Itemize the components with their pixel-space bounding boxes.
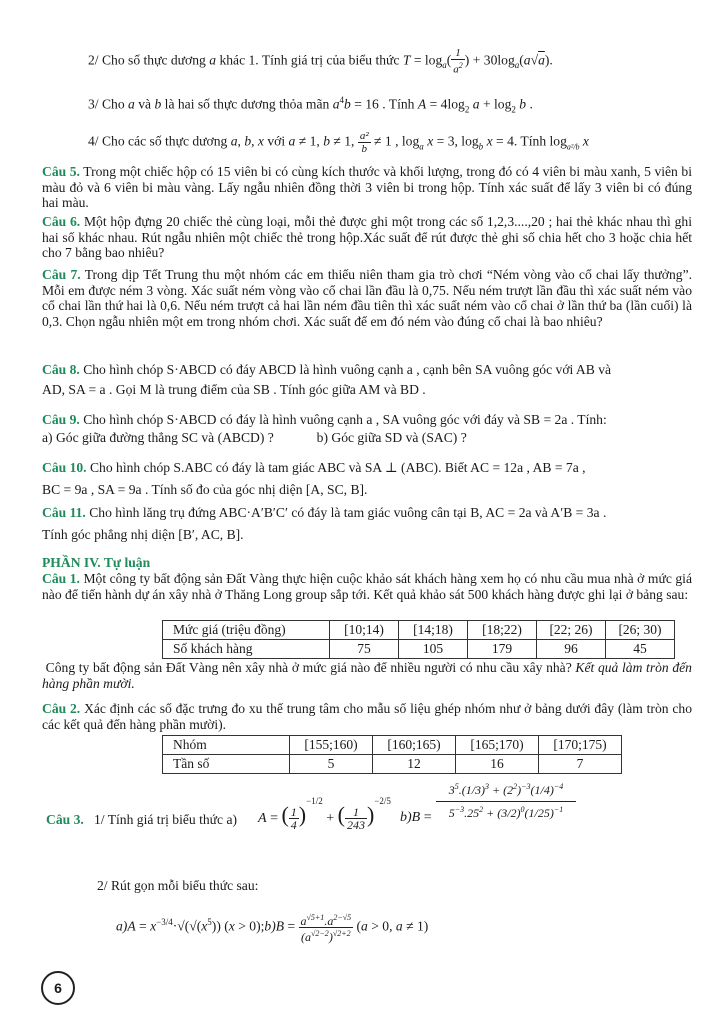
question-8 [42, 360, 692, 400]
question-6-text: Một hộp đựng 20 chiếc thẻ cùng loại, mỗi thẻ được ghi một trong các số 1,2,3....,20 ; hai thẻ khác nhau thì ghi hai số khác nhau. Rút ngẫu nhiên một chiếc thẻ trong hộp.Xác suất để rút được thẻ ghi số chia hết cho 3 hoặc chia hết cho 7 bằng bao nhiêu? [42, 214, 692, 260]
part-4-question-1-label: Câu 1. [42, 571, 80, 586]
table-cell: Nhóm [163, 736, 290, 755]
table-cell: 12 [373, 755, 456, 774]
formula-a: A = ( $\frac{1}{4}$ )$^{-1/2}$ + ( $\frac{1}{243}$ )$^{-2/5}$ [258, 796, 391, 833]
table-row [163, 736, 622, 755]
part-4-question-3-label: Câu 3. [46, 812, 84, 827]
part-4-question-1 [42, 571, 692, 602]
formula-simplify: $a)A = x^{-3/4}\cdot√(√(x^5)) (x$ > 0);b)B = $\frac{a^{√5+1}.a^{2-√5}}{(a^{√2-2})^{√2+2}}$ (a > 0, a ≠ 1) [116, 913, 429, 944]
table-cell: 7 [539, 755, 622, 774]
table-cell: Mức giá (triệu đồng) [163, 621, 330, 640]
table-cell: 105 [399, 640, 468, 659]
item-2: 2/ Cho số thực dương a khác 1. Tính giá trị của biểu thức $T = \log_a$( $\frac{1}{a^2}$ ) + $30\log_a(a√a)$. [88, 47, 553, 76]
table-cell: [22; 26) [537, 621, 606, 640]
question-9-b: b) Góc giữa SD và (SAC) ? [316, 430, 467, 445]
question-9-a: a) Góc giữa đường thẳng SC và (ABCD) ? [42, 430, 274, 445]
part-4-question-3-text: 1/ Tính giá trị biểu thức a) [93, 812, 238, 827]
part-4-question-2-text: Xác định các số đặc trưng đo xu thế trung tâm cho mẫu số liệu ghép nhóm như ở bảng dưới đây (làm tròn cho các kết quả đến hàng phần mười). [42, 701, 692, 732]
question-9-label: Câu 9. [42, 412, 80, 427]
table-cell: 75 [330, 640, 399, 659]
part-4-question-1-after [42, 660, 692, 691]
table-cell: 179 [468, 640, 537, 659]
part-4-question-1-text: Một công ty bất động sản Đất Vàng thực hiện cuộc khảo sát khách hàng xem họ có nhu cầu mua nhà ở mức giá nào để tiến hành dự án xây nhà ở Thăng Long group sắp tới. Kết quả khảo sát 500 khách hàng được ghi lại ở bảng sau: [42, 571, 692, 602]
table-row [163, 755, 622, 774]
table-cell: [155;160) [290, 736, 373, 755]
formula-b-label: b) [400, 810, 412, 825]
part-4-question-3-part-2-text: 2/ Rút gọn mỗi biểu thức sau: [97, 878, 259, 893]
part-4-question-3-part-2 [97, 878, 258, 894]
frequency-table [162, 735, 622, 774]
question-9 [42, 411, 692, 447]
table-cell: Tần số [163, 755, 290, 774]
question-5 [42, 164, 692, 211]
question-10 [42, 457, 692, 501]
formula-b-fraction: $3^5.(1/3)^3 + (2^2)^{-3}(1/4)^{-4}$ $5^{-3}.25^2 + (3/2)^0(1/25)^{-1}$ [436, 782, 576, 821]
price-table [162, 620, 675, 659]
table-cell: [18;22) [468, 621, 537, 640]
question-1-after-italic: Kết quả làm tròn đến hàng phần mười. [42, 660, 692, 691]
part-4-question-3 [46, 812, 237, 828]
item-4: 4/ Cho các số thực dương a, b, x với a ≠ 1, b ≠ 1, $\frac{\text{a²}}{b}$ ≠ 1 , $\log_a x = 3$, $\log_b x = 4$. Tính $\log_{a^2/b} x$ [88, 130, 589, 155]
question-7-text: Trong dịp Tết Trung thu một nhóm các em thiếu niên tham gia trò chơi “Ném vòng vào cổ chai lấy thưởng”. Mỗi em được ném 3 vòng. Xác suất ném vòng vào cổ chai lần đầu là 0,75. Nếu ném trượt lần đầu thì xác suất ném vào cổ chai lần thứ hai là 0,6. Nếu ném trượt cả hai lần ném đầu tiên thì xác suất ném vào cổ chai ở lần thứ ba (lần cuối) là 0,3. Chọn ngẫu nhiên một em trong nhóm chơi. Xác suất để em đó ném vào đúng cổ chai là bao nhiêu? [42, 267, 693, 329]
table-cell: [26; 30) [606, 621, 675, 640]
question-10-text-1: Cho hình chóp S.ABC có đáy là tam giác ABC và SA ⊥ (ABC). Biết AC = 12a , AB = 7a , [89, 460, 586, 475]
table-cell: [14;18) [399, 621, 468, 640]
question-5-text: Trong một chiếc hộp có 15 viên bi có cùng kích thước và khối lượng, trong đó có 4 viên bi màu xanh, 5 viên bi màu đỏ và 6 viên bi màu vàng. Lấy ngẫu nhiên đồng thời 3 viên bi trong hộp. Tính xác suất để lấy 3 viên bi có đúng hai màu. [42, 164, 692, 210]
question-10-text-2: BC = 9a , SA = 9a . Tính số đo của góc nhị diện [A, SC, B]. [42, 482, 368, 497]
formula-b: b)B = [400, 810, 432, 825]
question-6-label: Câu 6. [42, 214, 81, 229]
part-4-question-2-label: Câu 2. [42, 701, 81, 716]
table-cell: 16 [456, 755, 539, 774]
table-cell: 5 [290, 755, 373, 774]
part-4-title-text: PHẦN IV. Tự luận [42, 555, 151, 570]
question-7 [42, 267, 692, 329]
table-cell: 45 [606, 640, 675, 659]
part-4-title [42, 555, 692, 571]
question-8-label: Câu 8. [42, 362, 80, 377]
question-11 [42, 502, 692, 546]
part-4-question-2 [42, 701, 692, 732]
question-11-label: Câu 11. [42, 505, 86, 520]
table-cell: [170;175) [539, 736, 622, 755]
question-10-label: Câu 10. [42, 460, 87, 475]
question-6 [42, 214, 692, 261]
table-cell: [160;165) [373, 736, 456, 755]
table-row [163, 640, 675, 659]
question-5-label: Câu 5. [42, 164, 80, 179]
table-cell: 96 [537, 640, 606, 659]
page-number: 6 [41, 971, 75, 1005]
question-9-text: Cho hình chóp S·ABCD có đáy là hình vuông cạnh a , SA vuông góc với đáy và SB = 2a . Tính: [83, 412, 607, 427]
question-1-after-text: Công ty bất động sản Đất Vàng nên xây nhà ở mức giá nào để nhiều người có nhu cầu xây nhà? [45, 660, 572, 675]
table-cell: [165;170) [456, 736, 539, 755]
item-3: 3/ Cho a và b là hai số thực dương thỏa mãn $a^4b = 16$ . Tính $A = 4\log_2$ $a + \log_2 b$ . [88, 95, 533, 115]
table-cell: Số khách hàng [163, 640, 330, 659]
question-8-text-1: Cho hình chóp S·ABCD có đáy ABCD là hình vuông cạnh a , cạnh bên SA vuông góc với AB và [83, 362, 612, 377]
table-cell: [10;14) [330, 621, 399, 640]
question-11-text-1: Cho hình lăng trụ đứng ABC·A′B′C′ có đáy là tam giác vuông cân tại B, AC = 2a và A′B = 3a . [89, 505, 607, 520]
table-row [163, 621, 675, 640]
question-8-text-2: AD, SA = a . Gọi M là trung điểm của SB . Tính góc giữa AM và BD . [42, 382, 426, 397]
question-7-label: Câu 7. [42, 267, 81, 282]
question-11-text-2: Tính góc phẳng nhị diện [B′, AC, B]. [42, 527, 244, 542]
